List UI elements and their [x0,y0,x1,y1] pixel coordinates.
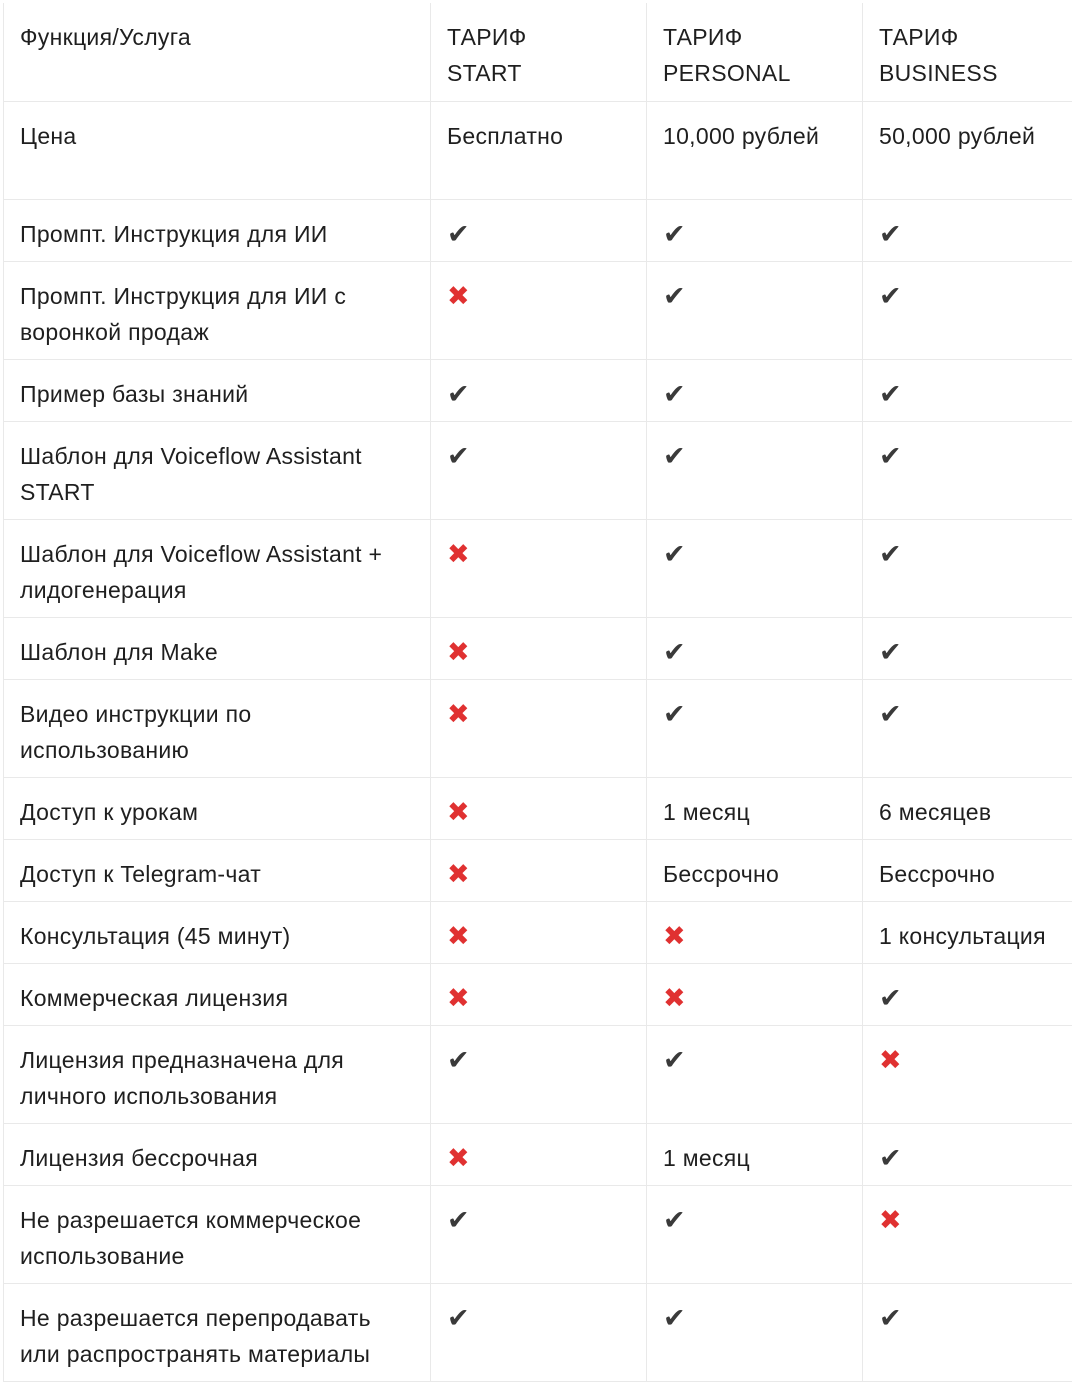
table-row [4,963,1072,1025]
cell-value: Бесплатно [447,122,564,149]
plan-cell-personal [647,1283,863,1381]
plan-cell-personal [647,359,863,421]
plan-cell-personal [647,777,863,839]
check-icon: ✔ [447,1204,470,1235]
plan-cell-business [863,679,1072,777]
check-icon: ✔ [663,218,686,249]
table-row [4,1185,1072,1283]
check-icon: ✔ [879,378,902,409]
plan-cell-personal [647,1025,863,1123]
plan-cell-start [431,261,647,359]
plan-cell-start [431,199,647,261]
table-row [4,901,1072,963]
check-icon: ✔ [663,440,686,471]
pricing-table [3,3,1072,1382]
plan-cell-business [863,1185,1072,1283]
feature-cell: Промпт. Инструкция для ИИ с воронкой продаж [4,261,431,359]
plan-cell-business [863,199,1072,261]
cell-value: 6 месяцев [879,798,992,825]
header-plan-business [863,3,1072,101]
table-body [4,101,1072,1381]
table-row [4,359,1072,421]
cross-icon: ✖ [663,920,686,951]
check-icon: ✔ [447,378,470,409]
feature-cell: Доступ к урокам [4,777,431,839]
feature-cell: Лицензия предназначена для личного использования [4,1025,431,1123]
plan-cell-personal [647,199,863,261]
cell-value: 50,000 рублей [879,122,1036,149]
table-row [4,519,1072,617]
feature-cell: Доступ к Telegram-чат [4,839,431,901]
header-plan-label: ТАРИФ [879,24,959,50]
table-row [4,777,1072,839]
plan-cell-start [431,101,647,199]
feature-cell: Шаблон для Make [4,617,431,679]
check-icon: ✔ [879,982,902,1013]
cross-icon: ✖ [663,982,686,1013]
plan-cell-start [431,1283,647,1381]
table-row [4,421,1072,519]
plan-cell-personal [647,519,863,617]
cell-value: 10,000 рублей [663,122,820,149]
header-plan-start [431,3,647,101]
check-icon: ✔ [447,1302,470,1333]
check-icon: ✔ [879,538,902,569]
cell-value: Бессрочно [663,860,780,887]
table-row [4,1283,1072,1381]
table-row [4,839,1072,901]
plan-cell-start [431,1185,647,1283]
plan-cell-personal [647,421,863,519]
plan-cell-personal [647,261,863,359]
header-plan-label: ТАРИФ [447,24,527,50]
plan-cell-personal [647,963,863,1025]
feature-cell: Не разрешается коммерческое использование [4,1185,431,1283]
plan-cell-personal [647,1185,863,1283]
plan-cell-start [431,617,647,679]
plan-cell-start [431,1025,647,1123]
check-icon: ✔ [879,440,902,471]
cross-icon: ✖ [879,1044,902,1075]
plan-cell-start [431,519,647,617]
cross-icon: ✖ [447,698,470,729]
plan-cell-start [431,839,647,901]
cross-icon: ✖ [447,858,470,889]
table-row [4,617,1072,679]
plan-cell-business [863,101,1072,199]
feature-cell: Не разрешается перепродавать или распространять материалы [4,1283,431,1381]
cross-icon: ✖ [447,796,470,827]
table-row [4,1025,1072,1123]
plan-cell-start [431,1123,647,1185]
cell-value: Бессрочно [879,860,996,887]
plan-cell-business [863,1025,1072,1123]
feature-cell: Консультация (45 минут) [4,901,431,963]
cross-icon: ✖ [447,280,470,311]
check-icon: ✔ [447,218,470,249]
feature-cell: Коммерческая лицензия [4,963,431,1025]
header-row [4,3,1072,101]
check-icon: ✔ [447,440,470,471]
feature-cell: Цена [4,101,431,199]
plan-cell-business [863,1123,1072,1185]
check-icon: ✔ [663,1302,686,1333]
plan-cell-personal [647,901,863,963]
plan-cell-business [863,359,1072,421]
plan-cell-start [431,421,647,519]
check-icon: ✔ [663,636,686,667]
header-feature: Функция/Услуга [4,3,431,101]
plan-cell-start [431,963,647,1025]
table-row [4,1123,1072,1185]
plan-cell-start [431,777,647,839]
check-icon: ✔ [879,1142,902,1173]
plan-cell-personal [647,679,863,777]
plan-cell-business [863,261,1072,359]
header-plan-label: ТАРИФ [663,24,743,50]
plan-cell-business [863,617,1072,679]
check-icon: ✔ [879,280,902,311]
plan-cell-personal [647,839,863,901]
check-icon: ✔ [663,280,686,311]
table-row [4,261,1072,359]
header-plan-name: BUSINESS [879,60,998,86]
table-row [4,679,1072,777]
table-row [4,101,1072,199]
header-plan-name: PERSONAL [663,60,791,86]
check-icon: ✔ [663,378,686,409]
feature-cell: Шаблон для Voiceflow Assistant START [4,421,431,519]
plan-cell-business [863,1283,1072,1381]
check-icon: ✔ [663,538,686,569]
plan-cell-personal [647,101,863,199]
table-row [4,199,1072,261]
cell-value: 1 консультация [879,922,1046,949]
plan-cell-business [863,519,1072,617]
cross-icon: ✖ [879,1204,902,1235]
plan-cell-start [431,901,647,963]
cross-icon: ✖ [447,1142,470,1173]
plan-cell-business [863,777,1072,839]
plan-cell-personal [647,617,863,679]
cell-value: 1 месяц [663,798,751,825]
check-icon: ✔ [663,1204,686,1235]
cell-value: 1 месяц [663,1144,751,1171]
header-plan-name: START [447,60,522,86]
feature-cell: Шаблон для Voiceflow Assistant + лидогенерация [4,519,431,617]
plan-cell-business [863,421,1072,519]
check-icon: ✔ [663,1044,686,1075]
plan-cell-personal [647,1123,863,1185]
feature-cell: Лицензия бессрочная [4,1123,431,1185]
check-icon: ✔ [879,636,902,667]
cross-icon: ✖ [447,538,470,569]
plan-cell-start [431,359,647,421]
check-icon: ✔ [663,698,686,729]
cross-icon: ✖ [447,982,470,1013]
feature-cell: Видео инструкции по использованию [4,679,431,777]
plan-cell-business [863,901,1072,963]
header-plan-personal [647,3,863,101]
feature-cell: Пример базы знаний [4,359,431,421]
feature-cell: Промпт. Инструкция для ИИ [4,199,431,261]
check-icon: ✔ [879,218,902,249]
check-icon: ✔ [879,1302,902,1333]
check-icon: ✔ [879,698,902,729]
plan-cell-start [431,679,647,777]
plan-cell-business [863,963,1072,1025]
cross-icon: ✖ [447,636,470,667]
cross-icon: ✖ [447,920,470,951]
plan-cell-business [863,839,1072,901]
check-icon: ✔ [447,1044,470,1075]
